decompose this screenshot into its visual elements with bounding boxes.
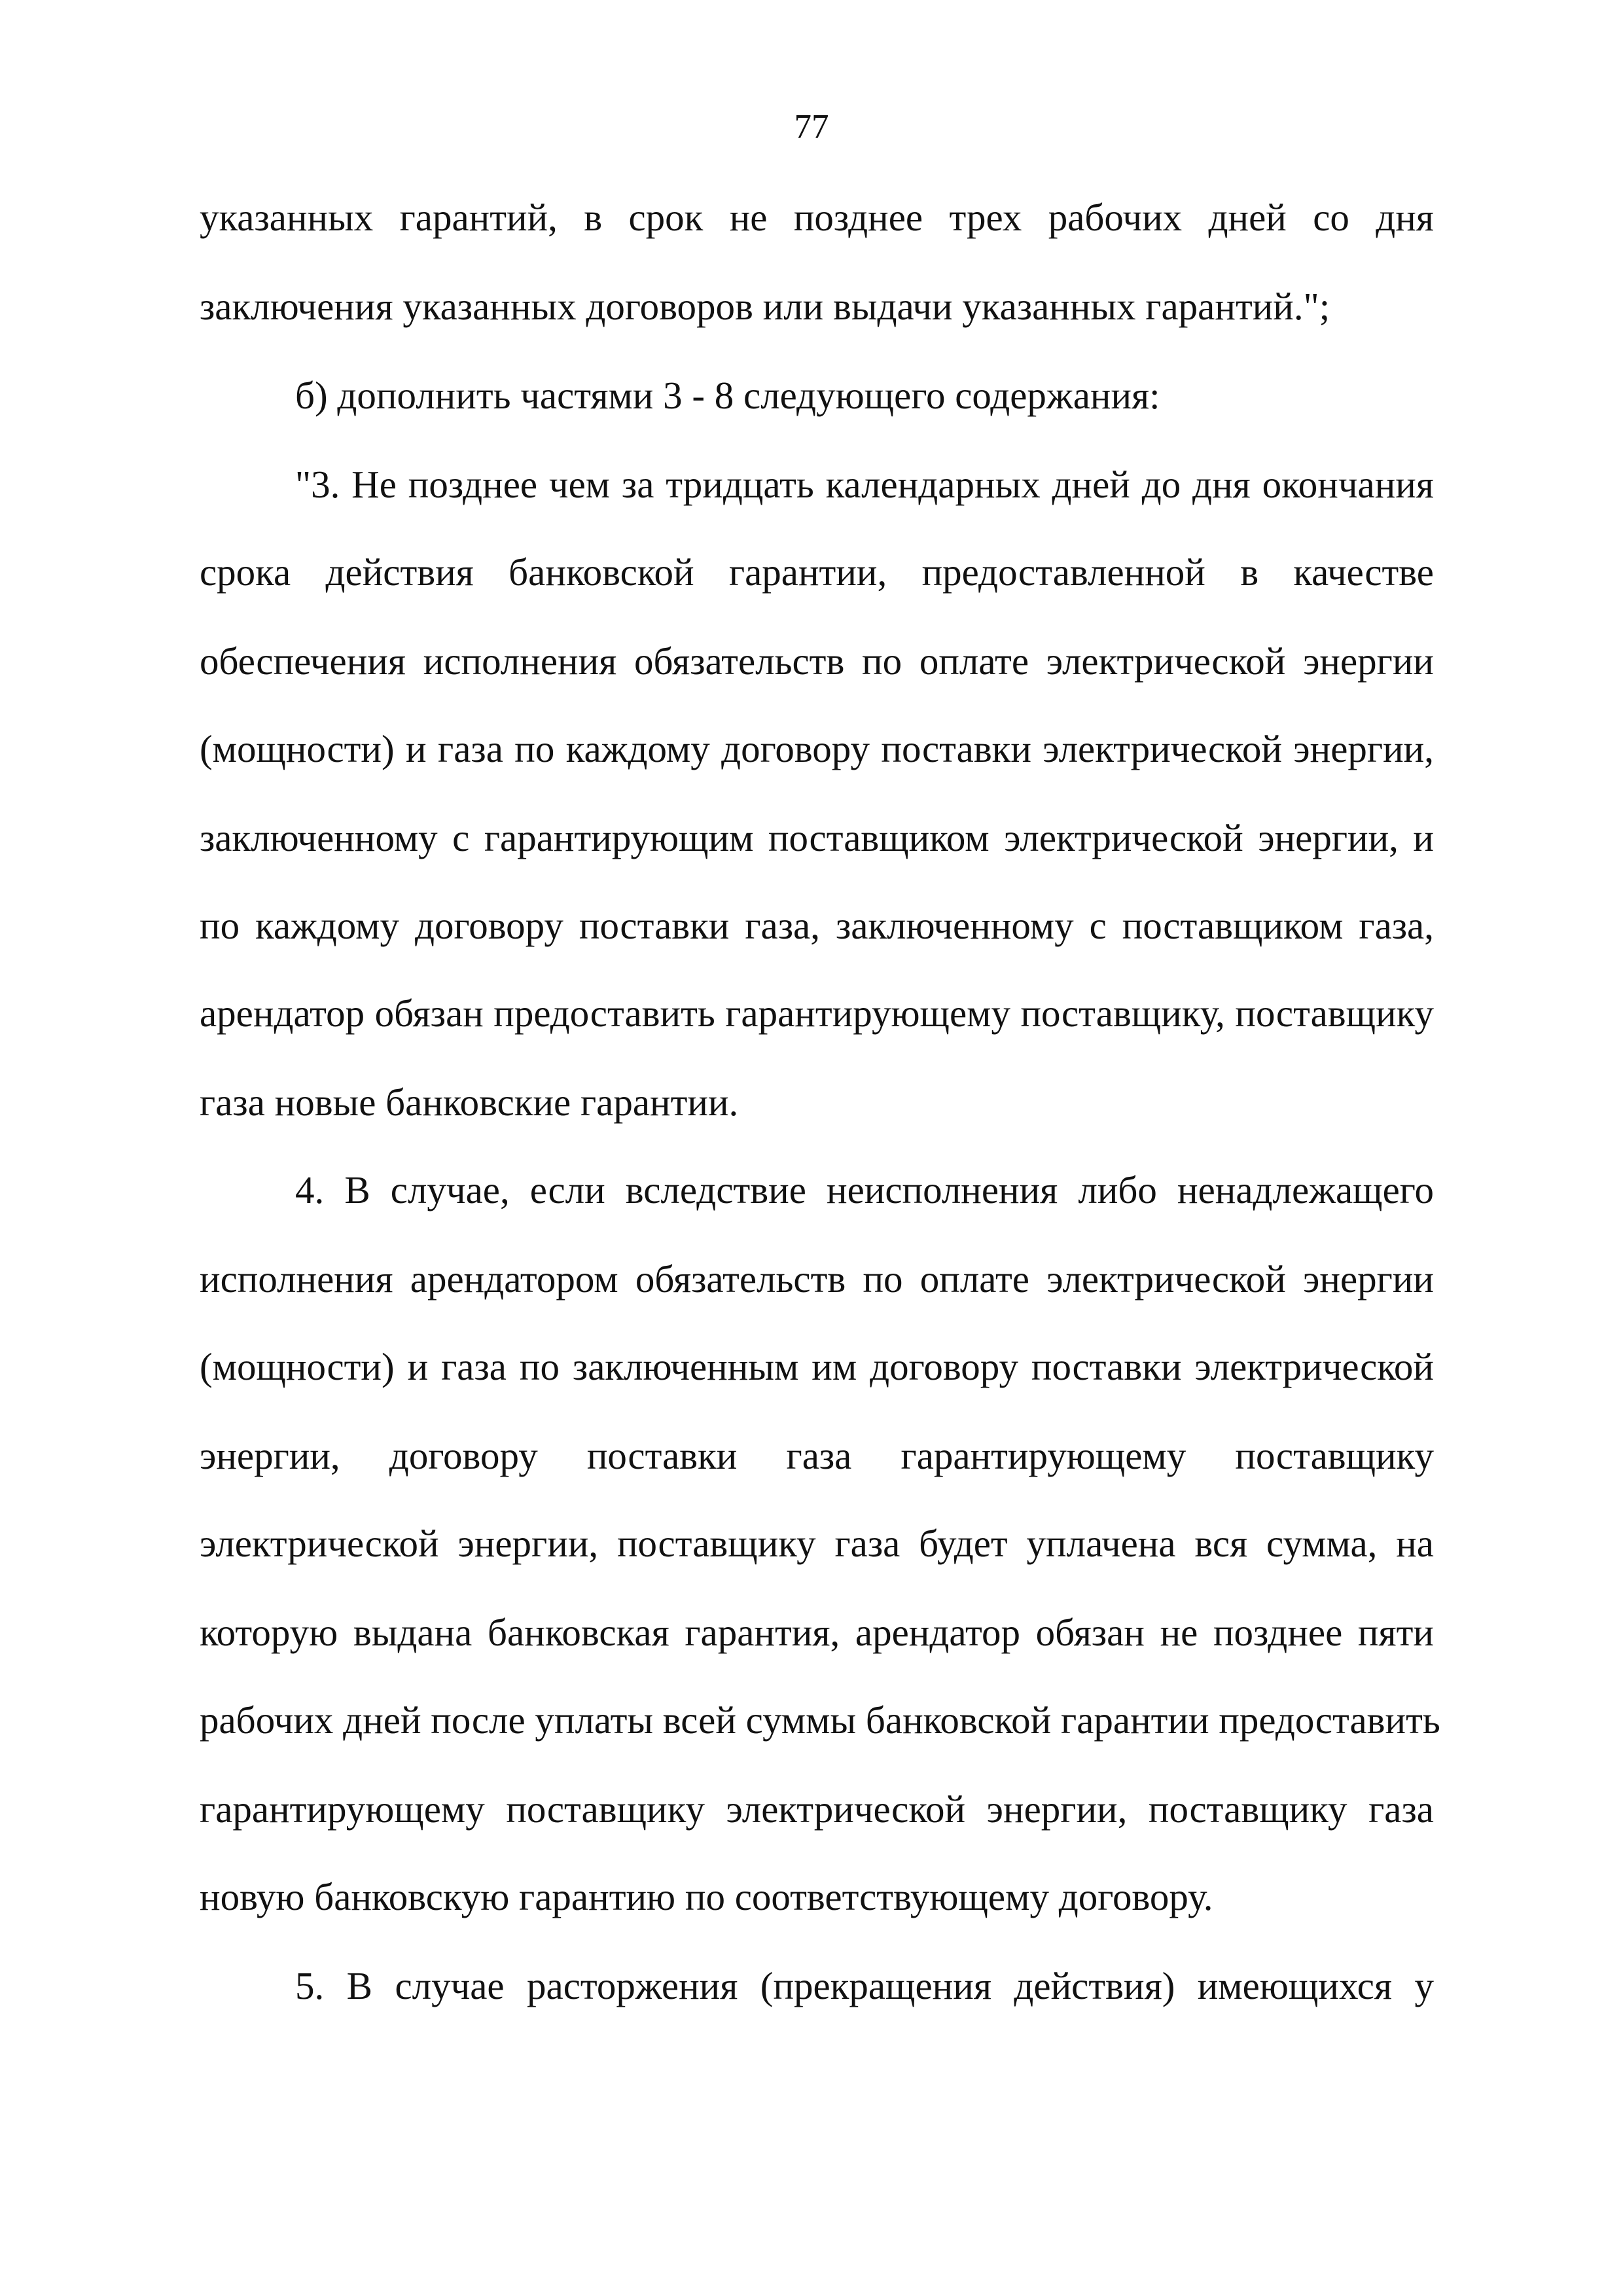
- text-line: 4. В случае, если вследствие неисполнения либо ненадлежащего: [295, 1168, 1434, 1211]
- page-number: 77: [794, 108, 829, 146]
- text-line: обеспечения исполнения обязательств по оплате электрической энергии: [200, 639, 1434, 683]
- text-line: (мощности) и газа по каждому договору поставки электрической энергии,: [200, 727, 1434, 770]
- text-line: новую банковскую гарантию по соответствующему договору.: [200, 1875, 1213, 1918]
- text-line: рабочих дней после уплаты всей суммы банковской гарантии предоставить: [200, 1698, 1440, 1742]
- text-line: исполнения арендатором обязательств по оплате электрической энергии: [200, 1257, 1434, 1300]
- text-line: заключения указанных договоров или выдачи указанных гарантий.";: [200, 285, 1330, 328]
- text-line: (мощности) и газа по заключенным им договору поставки электрической: [200, 1345, 1434, 1388]
- text-line: по каждому договору поставки газа, заключенному с поставщиком газа,: [200, 904, 1434, 947]
- text-line: срока действия банковской гарантии, предоставленной в качестве: [200, 550, 1434, 594]
- text-line: б) дополнить частями 3 - 8 следующего содержания:: [295, 374, 1160, 417]
- text-line: 5. В случае расторжения (прекращения действия) имеющихся у: [295, 1964, 1434, 2007]
- text-line: которую выдана банковская гарантия, арендатор обязан не позднее пяти: [200, 1611, 1434, 1654]
- text-line: гарантирующему поставщику электрической энергии, поставщику газа: [200, 1787, 1434, 1831]
- text-line: энергии, договору поставки газа гарантирующему поставщику: [200, 1434, 1434, 1477]
- text-line: газа новые банковские гарантии.: [200, 1081, 739, 1124]
- text-line: заключенному с гарантирующим поставщиком электрической энергии, и: [200, 816, 1434, 859]
- text-line: "3. Не позднее чем за тридцать календарных дней до дня окончания: [295, 463, 1434, 506]
- text-line: электрической энергии, поставщику газа будет уплачена вся сумма, на: [200, 1522, 1434, 1565]
- text-line: арендатор обязан предоставить гарантирующему поставщику, поставщику: [200, 992, 1434, 1035]
- text-line: указанных гарантий, в срок не позднее трех рабочих дней со дня: [200, 196, 1434, 239]
